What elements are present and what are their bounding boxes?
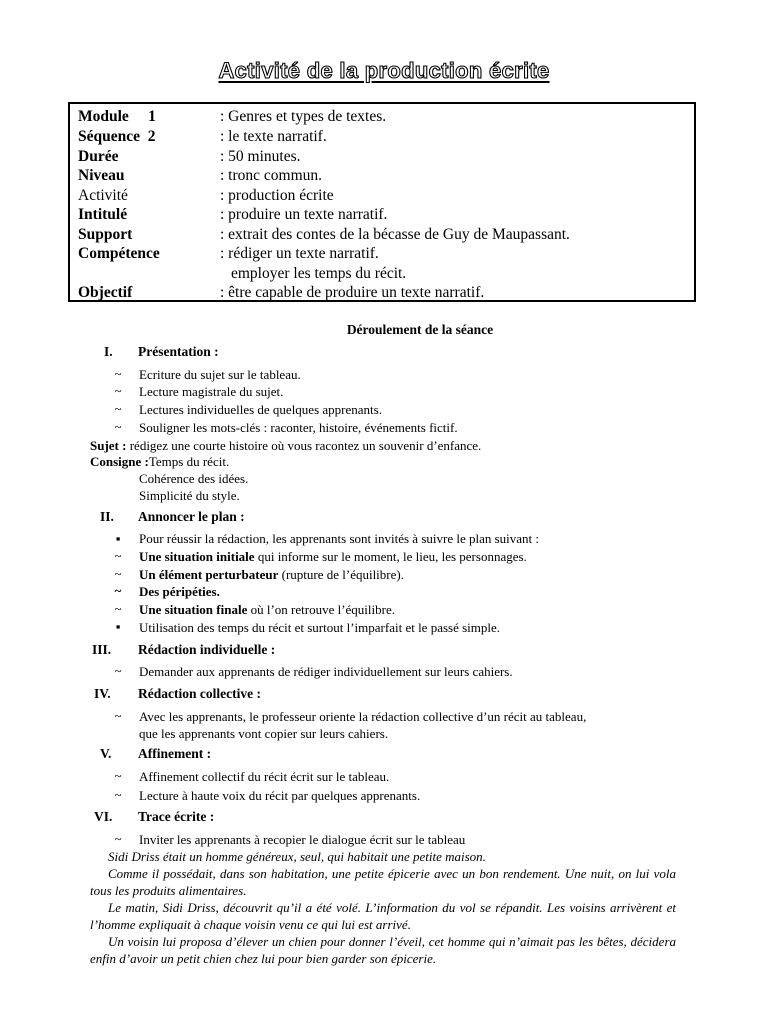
plan-item-bold: Un élément perturbateur xyxy=(139,567,279,582)
list-item: Ecriture du sujet sur le tableau. xyxy=(139,367,301,382)
tilde-bullet-icon: ~ xyxy=(114,831,122,846)
section-number: II. xyxy=(100,509,114,524)
info-key: Durée xyxy=(78,148,119,165)
plan-item-bold: Une situation initiale xyxy=(139,549,255,564)
tilde-bullet-icon: ~ xyxy=(114,401,122,416)
info-key: Séquence 2 xyxy=(78,128,156,145)
section-number: VI. xyxy=(94,809,113,824)
list-item: Lecture magistrale du sujet. xyxy=(139,384,284,399)
info-value: : rédiger un texte narratif. xyxy=(220,245,379,262)
tilde-bullet-icon: ~ xyxy=(114,383,122,398)
tilde-bullet-icon: ~ xyxy=(114,566,122,581)
consigne-item: Cohérence des idées. xyxy=(139,471,249,486)
list-item: Affinement collectif du récit écrit sur le tableau. xyxy=(139,769,390,784)
info-key: Objectif xyxy=(78,284,133,301)
section-heading-redaction-individuelle: Rédaction individuelle : xyxy=(138,642,276,657)
plan-item xyxy=(139,584,220,600)
list-item: Lectures individuelles de quelques apprenants. xyxy=(139,402,382,417)
consigne-item: Temps du récit. xyxy=(148,454,230,469)
plan-item-bold: Des péripéties. xyxy=(139,584,220,599)
tilde-bullet-icon: ~ xyxy=(114,787,122,802)
section-number: V. xyxy=(100,746,112,761)
plan-item-bold: Une situation finale xyxy=(139,602,248,617)
consigne-item: Simplicité du style. xyxy=(139,488,240,503)
section-number: I. xyxy=(104,344,113,359)
section-heading-presentation: Présentation : xyxy=(138,344,219,359)
info-value: : être capable de produire un texte narratif. xyxy=(220,284,485,301)
info-key: Support xyxy=(78,226,133,243)
tilde-bullet-icon: ~ xyxy=(114,708,122,723)
story-paragraph: Le matin, Sidi Driss, découvrit qu’il a été volé. L’information du vol se répandit. Les voisins arrivèrent et l’homme expliquait à chaque voisin venu ce qui lui est arrivé. xyxy=(90,900,676,932)
square-bullet-icon: ▪ xyxy=(115,531,121,546)
info-key: Niveau xyxy=(78,167,125,184)
story-paragraph: Un voisin lui proposa d’élever un chien pour donner l’éveil, cet homme qui n’aimait pas les bêtes, décidera enfin d’avoir un petit chien chez lui pour bien garder son épicerie. xyxy=(90,934,676,966)
tilde-bullet-icon: ~ xyxy=(114,583,122,598)
info-value: : produire un texte narratif. xyxy=(220,206,388,223)
square-bullet-icon: ▪ xyxy=(115,619,121,634)
page-title: Activité de la production écrite xyxy=(218,58,550,83)
section-heading-plan: Annoncer le plan : xyxy=(138,509,245,524)
plan-item xyxy=(139,602,395,618)
list-item: Souligner les mots-clés : raconter, histoire, événements fictif. xyxy=(139,420,458,435)
plan-item-rest: (rupture de l’équilibre). xyxy=(278,567,404,582)
tilde-bullet-icon: ~ xyxy=(114,548,122,563)
info-key: Activité xyxy=(78,187,128,204)
list-item: Demander aux apprenants de rédiger individuellement sur leurs cahiers. xyxy=(139,664,513,679)
sujet-label: Sujet : xyxy=(90,438,127,453)
tilde-bullet-icon: ~ xyxy=(114,366,122,381)
list-item-continued: que les apprenants vont copier sur leurs cahiers. xyxy=(139,726,389,741)
plan-item-rest: où l’on retrouve l’équilibre. xyxy=(247,602,395,617)
plan-outro: Utilisation des temps du récit et surtout l’imparfait et le passé simple. xyxy=(139,620,501,635)
consigne-label: Consigne : xyxy=(90,454,149,469)
plan-item xyxy=(139,567,404,583)
info-key: Module 1 xyxy=(78,108,156,125)
info-value: : extrait des contes de la bécasse de Guy de Maupassant. xyxy=(220,226,570,243)
info-value: : tronc commun. xyxy=(220,167,323,184)
info-key: Intitulé xyxy=(78,206,128,223)
info-key: Compétence xyxy=(78,245,160,262)
info-box xyxy=(68,102,696,302)
plan-item-rest: qui informe sur le moment, le lieu, les personnages. xyxy=(254,549,527,564)
section-heading-redaction-collective: Rédaction collective : xyxy=(138,686,261,701)
section-number: III. xyxy=(92,642,112,657)
info-value: : Genres et types de textes. xyxy=(220,108,387,125)
info-value: employer les temps du récit. xyxy=(231,265,407,282)
list-item: Inviter les apprenants à recopier le dialogue écrit sur le tableau xyxy=(139,832,466,847)
tilde-bullet-icon: ~ xyxy=(114,601,122,616)
plan-item xyxy=(139,549,527,565)
section-number: IV. xyxy=(94,686,111,701)
plan-intro: Pour réussir la rédaction, les apprenants sont invités à suivre le plan suivant : xyxy=(139,531,540,546)
info-value: : 50 minutes. xyxy=(220,148,301,165)
tilde-bullet-icon: ~ xyxy=(114,768,122,783)
story-paragraph: Sidi Driss était un homme généreux, seul, qui habitait une petite maison. xyxy=(108,849,486,864)
consigne-line xyxy=(90,454,229,470)
tilde-bullet-icon: ~ xyxy=(114,663,122,678)
tilde-bullet-icon: ~ xyxy=(114,419,122,434)
sujet-text: rédigez une courte histoire où vous racontez un souvenir d’enfance. xyxy=(126,438,482,453)
sujet-line xyxy=(90,438,481,454)
list-item: Lecture à haute voix du récit par quelques apprenants. xyxy=(139,788,421,803)
info-value: : production écrite xyxy=(220,187,334,204)
section-heading-trace-ecrite: Trace écrite : xyxy=(138,809,215,824)
list-item: Avec les apprenants, le professeur oriente la rédaction collective d’un récit au tableau, xyxy=(139,709,587,724)
info-value: : le texte narratif. xyxy=(220,128,327,145)
story-paragraph: Comme il possédait, dans son habitation, une petite épicerie avec un bon rendement. Une nuit, on lui vola tous les produits alimentaires. xyxy=(90,866,676,898)
deroulement-title: Déroulement de la séance xyxy=(346,322,494,337)
section-heading-affinement: Affinement : xyxy=(138,746,212,761)
